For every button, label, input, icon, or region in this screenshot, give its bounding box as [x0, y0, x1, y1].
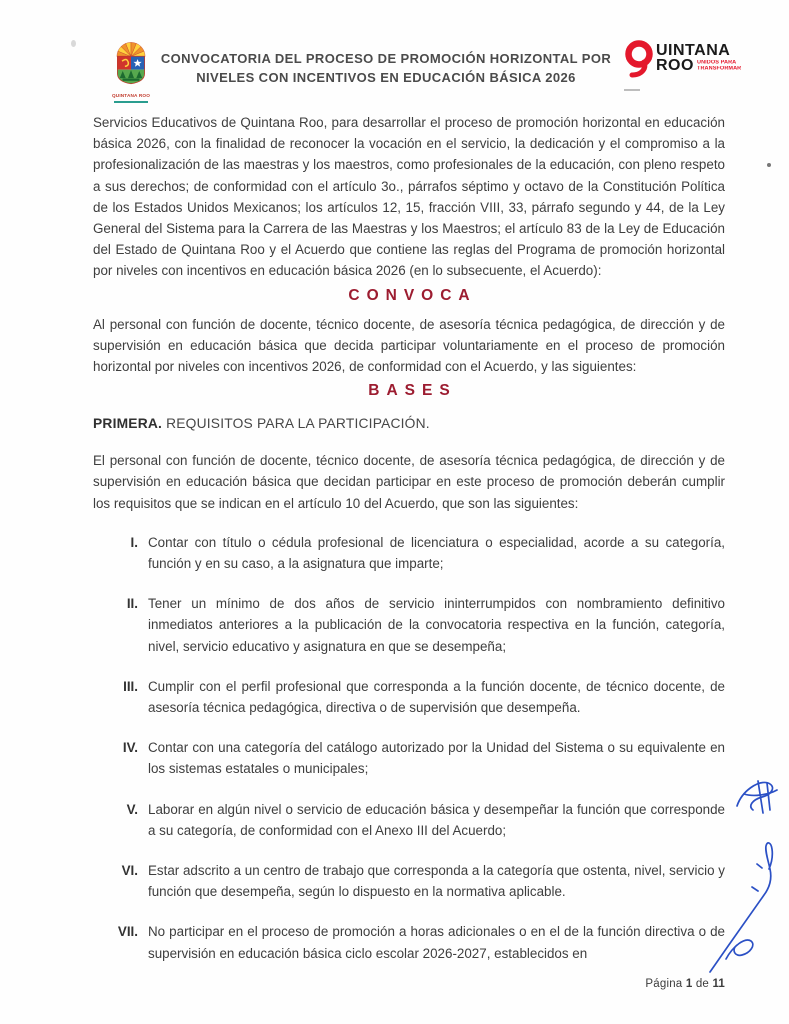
- signature-scribble: [758, 781, 763, 813]
- footer-current-page: 1: [685, 978, 693, 990]
- list-item: [93, 799, 725, 841]
- list-item: [93, 860, 725, 902]
- requirements-list: [93, 532, 725, 964]
- list-item: [93, 532, 725, 574]
- signature-scribble: [744, 790, 777, 795]
- list-item: [93, 676, 725, 718]
- footer-label: Página: [645, 978, 683, 990]
- list-item-numeral: V.: [126, 801, 138, 817]
- signature-scribble: [737, 783, 773, 810]
- brand-small-print: [624, 89, 640, 91]
- list-item-text: Contar con una categoría del catálogo autorizado por la Unidad del Sistema o su equivalente en los sistemas estatales o municipales;: [148, 740, 725, 777]
- list-item: [93, 921, 725, 963]
- brand-q-icon: [624, 40, 656, 82]
- list-item-numeral: IV.: [122, 740, 138, 756]
- list-item-numeral: VI.: [121, 863, 138, 879]
- list-item-text: Cumplir con el perfil profesional que corresponda a la función docente, de técnico docente, de asesoría técnica pedagógica, directiva o de supervisión que desempeña.: [148, 678, 725, 716]
- list-item: [93, 737, 725, 779]
- brand-tagline-line1: UNIDOS PARA: [696, 60, 737, 66]
- intro-paragraph: Servicios Educativos de Quintana Roo, para desarrollar el proceso de promoción horizontal en educación básica 2026, con la finalidad de reconocer la vocación en el servicio, la dedicación y el compromiso a la profesionalización de las maestras y los maestros, como profesionales de la educación, con pleno respeto a sus derechos; de conformidad con el artículo 3o., párrafos séptimo y octavo de la Constitución Política de los Estados Unidos Mexicanos; los artículos 12, 15, fracción VIII, 33, párrafo segundo y 44, de la Ley General del Sistema para la Carrera de las Maestras y los Maestros; el artículo 83 de la Ley de Educación del Estado de Quintana Roo y el Acuerdo que contiene las reglas del Programa de promoción horizontal por niveles con incentivos en educación básica 2026 (en lo subsecuente, el Acuerdo):: [93, 115, 725, 279]
- list-item-numeral: I.: [130, 534, 138, 550]
- crest-underline: [114, 101, 148, 103]
- list-item-numeral: III.: [123, 678, 138, 694]
- bases-heading: BASES: [368, 382, 457, 400]
- primera-section-heading: [93, 416, 725, 431]
- list-item-text: Tener un mínimo de dos años de servicio ininterrumpidos con nombramiento definitivo inmediatos anteriores a la publicación de la convocatoria respectiva en la función, categoría, nivel, servicio educativo y asignatura en que se desempeña;: [148, 596, 725, 654]
- list-item-text: No participar en el proceso de promoción a horas adicionales o en el de la función directiva o de supervisión en educación básica ciclo escolar 2026-2027, establecidos en: [148, 924, 725, 961]
- quintana-roo-government-logo: [624, 40, 742, 91]
- pen-loop: [726, 940, 753, 959]
- brand-tagline: [697, 58, 745, 72]
- list-item-numeral: VII.: [117, 924, 138, 940]
- list-item-text: Contar con título o cédula profesional de licenciatura o especialidad, acorde a su categoría, función y en su caso, a la asignatura que imparte;: [148, 534, 725, 572]
- footer-separator: de: [695, 978, 710, 990]
- crest-caption: QUINTANA ROO: [111, 94, 151, 99]
- convoca-heading: CONVOCA: [348, 286, 477, 304]
- document-body: [93, 112, 725, 983]
- footer-total-pages: 11: [712, 978, 725, 990]
- list-item-text: Estar adscrito a un centro de trabajo que corresponda a la categoría que ostenta, nivel, servicio y función que desempeña, según lo dispuesto en la normativa aplicable.: [148, 863, 725, 900]
- page-footer: [645, 978, 725, 990]
- primera-label: PRIMERA.: [93, 416, 163, 432]
- scan-artifact-speck: [71, 40, 76, 47]
- signature-scribble: [767, 783, 770, 810]
- document-title: CONVOCATORIA DEL PROCESO DE PROMOCIÓN HORIZONTAL POR NIVELES CON INCENTIVOS EN EDUCACIÓN BÁSICA 2026: [160, 51, 612, 85]
- primera-paragraph: El personal con función de docente, técnico docente, de asesoría técnica pedagógica, de dirección y de supervisión en educación básica que decidan participar en este proceso de promoción deberán cumplir los requisitos que se indican en el artículo 10 del Acuerdo, que son las siguientes:: [93, 453, 725, 511]
- pen-flourish: [757, 864, 762, 868]
- primera-title: REQUISITOS PARA LA PARTICIPACIÓN.: [162, 416, 430, 432]
- scan-artifact-speck: [767, 163, 771, 167]
- pen-flourish: [752, 887, 758, 891]
- brand-tagline-line2: TRANSFORMAR: [696, 66, 742, 72]
- brand-word-roo: ROO: [656, 57, 694, 74]
- list-item: [93, 593, 725, 657]
- brand-word-quintana: UINTANA: [656, 42, 731, 59]
- convoca-paragraph: Al personal con función de docente, técnico docente, de asesoría técnica pedagógica, de dirección y de supervisión en educación básica que decida participar voluntariamente en el proceso de promoción horizontal por niveles con incentivos 2026, de conformidad con el Acuerdo, y las siguientes:: [93, 316, 725, 375]
- list-item-numeral: II.: [126, 596, 138, 612]
- list-item-text: Laborar en algún nivel o servicio de educación básica y desempeñar la función que corresponde a su categoría, de conformidad con el Anexo III del Acuerdo;: [148, 801, 725, 838]
